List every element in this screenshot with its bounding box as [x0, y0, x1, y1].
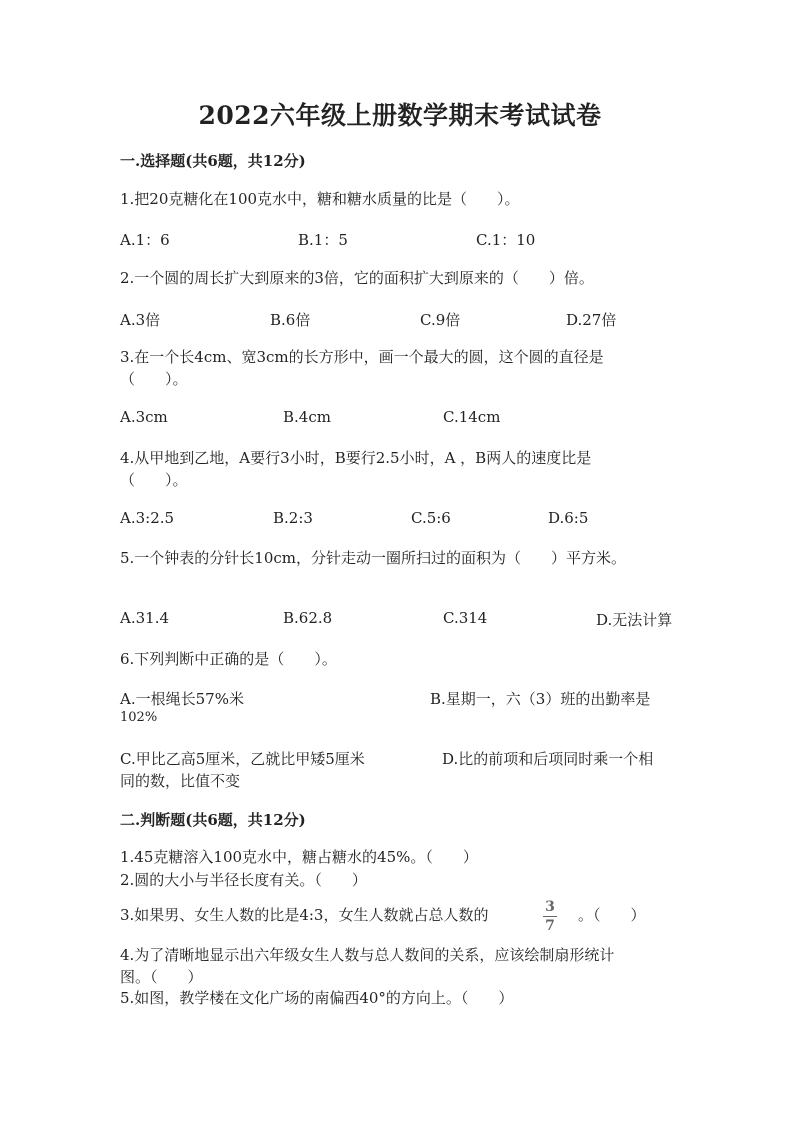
q6-option-b-continued: 102% — [120, 710, 158, 725]
q6-option-a: A.一根绳长57%米 — [120, 690, 244, 708]
judge-question-5: 5.如图，教学楼在文化广场的南偏西40°的方向上。（ ） — [120, 989, 514, 1007]
q5-option-c: C.314 — [443, 609, 488, 627]
q2-option-d: D.27倍 — [566, 311, 617, 329]
choice-question-4-line-2: （ ）。 — [120, 471, 188, 489]
q6-option-c: C.甲比乙高5厘米，乙就比甲矮5厘米 — [120, 750, 365, 768]
q2-option-b: B.6倍 — [270, 311, 311, 329]
q1-option-c: C.1：10 — [476, 231, 536, 249]
q3-option-a: A.3cm — [120, 408, 168, 426]
choice-question-3-line-1: 3.在一个长4cm、宽3cm的长方形中，画一个最大的圆，这个圆的直径是 — [120, 348, 604, 366]
q6-option-d: D.比的前项和后项同时乘一个相 — [442, 750, 654, 768]
section-heading-judge: 二.判断题(共6题，共12分) — [120, 811, 306, 829]
section-heading-choice: 一.选择题(共6题，共12分) — [120, 152, 306, 170]
q5-option-d: D.无法计算 — [596, 611, 673, 629]
q6-option-d-continued: 同的数，比值不变 — [120, 772, 241, 790]
q1-option-a: A.1：6 — [120, 231, 170, 249]
q1-option-b: B.1：5 — [298, 231, 348, 249]
fraction-denominator: 7 — [545, 918, 555, 934]
judge-question-2: 2.圆的大小与半径长度有关。（ ） — [120, 871, 367, 889]
choice-question-4-line-1: 4.从甲地到乙地，A要行3小时，B要行2.5小时，A ，B两人的速度比是 — [120, 449, 592, 467]
q4-option-c: C.5:6 — [411, 509, 451, 527]
judge-question-3: 3.如果男、女生人数的比是4:3，女生人数就占总人数的 — [120, 906, 489, 924]
q4-option-b: B.2:3 — [273, 509, 313, 527]
q2-option-c: C.9倍 — [420, 311, 461, 329]
judge-question-4-line-1: 4.为了清晰地显示出六年级女生人数与总人数间的关系，应该绘制扇形统计 — [120, 946, 615, 964]
choice-question-2: 2.一个圆的周长扩大到原来的3倍，它的面积扩大到原来的（ ）倍。 — [120, 269, 594, 287]
judge-question-1: 1.45克糖溶入100克水中，糖占糖水的45%。（ ） — [120, 848, 478, 866]
q4-option-a: A.3:2.5 — [120, 509, 175, 527]
choice-question-1: 1.把20克糖化在100克水中，糖和糖水质量的比是（ ）。 — [120, 190, 520, 208]
q4-option-d: D.6:5 — [548, 509, 589, 527]
q6-option-b: B.星期一，六（3）班的出勤率是 — [430, 690, 651, 708]
fraction-numerator: 3 — [545, 899, 555, 915]
q5-option-b: B.62.8 — [283, 609, 333, 627]
fraction-three-sevenths — [540, 898, 560, 935]
fraction-bar — [543, 916, 557, 917]
q2-option-a: A.3倍 — [120, 311, 161, 329]
q3-option-b: B.4cm — [283, 408, 331, 426]
judge-question-3-tail: 。（ ） — [578, 906, 646, 924]
choice-question-6: 6.下列判断中正确的是（ ）。 — [120, 650, 337, 668]
choice-question-5: 5.一个钟表的分针长10cm，分针走动一圈所扫过的面积为（ ）平方米。 — [120, 549, 627, 567]
choice-question-3-line-2: （ ）。 — [120, 370, 188, 388]
page-title: 2022六年级上册数学期末考试试卷 — [198, 101, 602, 130]
judge-question-4-line-2: 图。（ ） — [120, 968, 203, 986]
q3-option-c: C.14cm — [443, 408, 501, 426]
q5-option-a: A.31.4 — [120, 609, 169, 627]
